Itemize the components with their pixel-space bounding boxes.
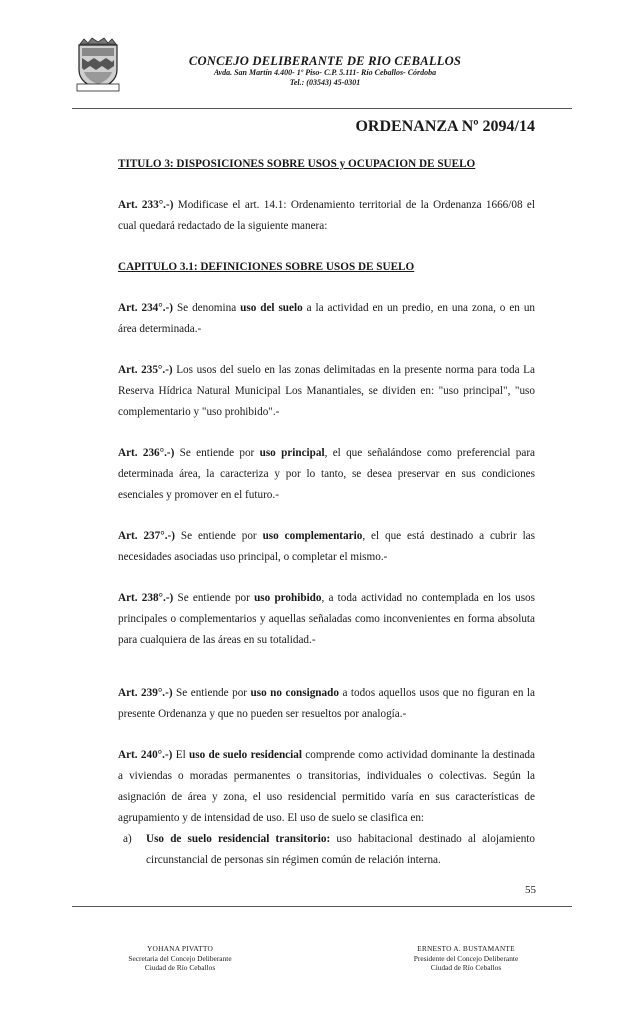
article-text: , a toda actividad no contemplada en los usos principales o complementarios y aquellas señaladas como inconvenientes en forma absoluta para cualquiera de las áreas en su totalidad.-: [118, 592, 535, 646]
signature-block-president: [386, 944, 546, 973]
org-address: Avda. San Martín 4.400- 1º Piso- C.P. 5.111- Río Ceballos- Córdoba: [213, 68, 437, 77]
footer-divider: [72, 906, 572, 907]
article-text: Se entiende por: [174, 530, 263, 542]
letterhead: [150, 54, 500, 88]
article-label: Art. 235°.-): [118, 364, 173, 376]
article-text: El: [172, 749, 189, 761]
article-237: [118, 526, 535, 568]
signature-block-secretary: [100, 944, 260, 973]
signatory-place: Ciudad de Río Ceballos: [144, 963, 216, 972]
municipal-coat-of-arms-icon: [74, 36, 122, 94]
defined-term: Uso de suelo residencial transitorio:: [146, 833, 331, 845]
article-label: Art. 234°.-): [118, 302, 174, 314]
list-item-text: uso habitacional destinado al alojamiento circunstancial de personas sin régimen común de relación interna.: [146, 833, 535, 866]
article-label: Art. 238°.-): [118, 592, 174, 604]
defined-term: uso prohibido: [254, 592, 322, 604]
ordinance-number: ORDENANZA Nº 2094/14: [355, 118, 535, 135]
signatory-name: YOHANA PIVATTO: [147, 944, 213, 953]
signatory-role: Presidente del Concejo Deliberante: [413, 953, 519, 963]
article-text: Se entiende por: [173, 592, 255, 604]
section-title: TITULO 3: DISPOSICIONES SOBRE USOS y OCUPACION DE SUELO: [118, 158, 476, 170]
article-236: [118, 443, 535, 506]
article-text: comprende como actividad dominante la destinada a viviendas o moradas permanentes o transitorias, individuales o colectivas. Según la asignación de área y zona, el uso residencial permitido varía en sus características de agrupamiento y de intensidad de uso. El uso de suelo se clasifica en:: [118, 749, 535, 824]
article-label: Art. 239°.-): [118, 687, 173, 699]
signatory-role: Secretaria del Concejo Deliberante: [128, 953, 232, 963]
defined-term: uso principal: [259, 447, 325, 459]
org-name: CONCEJO DELIBERANTE DE RIO CEBALLOS: [188, 54, 462, 68]
article-234: [118, 298, 535, 340]
list-marker: a): [123, 833, 132, 845]
article-239: [118, 683, 535, 725]
article-235: [118, 360, 535, 423]
signatory-place: Ciudad de Río Ceballos: [430, 963, 502, 972]
header-divider: [72, 108, 572, 109]
article-text: , el que está destinado a cubrir las necesidades asociadas uso principal, o completar el mismo.-: [118, 530, 535, 563]
article-text: Se denomina: [173, 302, 241, 314]
article-text: Se entiende por: [174, 447, 260, 459]
article-text: a todos aquellos usos que no figuran en la presente Ordenanza y que no pueden ser resueltos por analogía.-: [118, 687, 535, 720]
defined-term: uso no consignado: [250, 687, 339, 699]
article-label: Art. 237°.-): [118, 530, 175, 542]
defined-term: uso del suelo: [240, 302, 303, 314]
article-text: Los usos del suelo en las zonas delimitadas en la presente norma para toda La Reserva Hídrica Natural Municipal Los Manantiales, se dividen en: "uso principal", "uso complementario y "uso prohibido".-: [118, 364, 535, 418]
document-body: [118, 154, 535, 871]
article-label: Art. 236°.-): [118, 447, 175, 459]
article-text: Se entiende por: [172, 687, 251, 699]
defined-term: uso complementario: [262, 530, 363, 542]
article-text: , el que señalándose como preferencial para determinada área, la caracteriza y por lo tanto, se desea preservar en sus condiciones esenciales y promover en el futuro.-: [118, 447, 536, 501]
article-text: a la actividad en un predio, en una zona, o en un área determinada.-: [118, 302, 536, 335]
signatory-name: ERNESTO A. BUSTAMANTE: [417, 944, 515, 953]
page-number: 55: [525, 884, 536, 896]
chapter-title: CAPITULO 3.1: DEFINICIONES SOBRE USOS DE SUELO: [118, 261, 415, 273]
list-item: [118, 829, 535, 871]
defined-term: uso de suelo residencial: [189, 749, 302, 761]
classification-list: [118, 829, 535, 871]
article-240: [118, 745, 535, 829]
org-phone: Tel.: (03543) 45-0301: [289, 78, 361, 87]
article-233: [118, 195, 535, 237]
article-text: Modificase el art. 14.1: Ordenamiento territorial de la Ordenanza 1666/08 el cual quedará redactado de la siguiente manera:: [118, 199, 535, 232]
article-238: [118, 588, 535, 651]
article-label: Art. 240°.-): [118, 749, 173, 761]
article-label: Art. 233°.-): [118, 199, 174, 211]
